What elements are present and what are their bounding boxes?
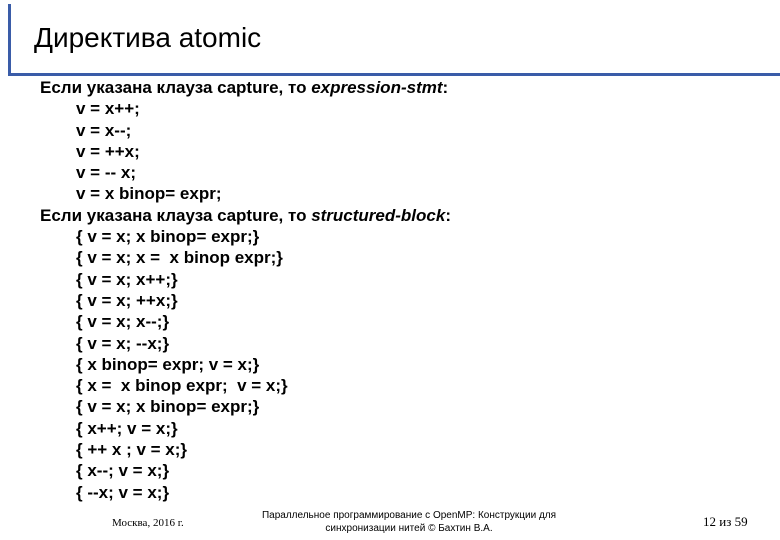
list-item: { v = x; x++;} — [76, 269, 178, 289]
intro-colon: : — [445, 205, 451, 225]
list-item: { v = x; x binop= expr;} — [76, 397, 260, 417]
list-item: v = ++x; — [76, 141, 140, 161]
list-item: { ++ x ; v = x;} — [76, 440, 188, 460]
list-item: v = -- x; — [76, 163, 136, 183]
list-item: v = x++; — [76, 99, 140, 119]
intro-text: Если указана клауза capture, то — [40, 78, 312, 97]
slide-body — [40, 77, 451, 503]
footer-course — [248, 509, 570, 535]
list-item: { v = x; x--;} — [76, 312, 170, 332]
list-item: { x++; v = x;} — [76, 418, 178, 438]
list-item: v = x--; — [76, 120, 132, 140]
list-item: { --x; v = x;} — [76, 482, 170, 502]
list-item: { v = x; x = x binop expr;} — [76, 248, 283, 268]
page-number: 12 из 59 — [703, 514, 748, 529]
list-item: { x binop= expr; v = x;} — [76, 354, 260, 374]
list-item: { v = x; ++x;} — [76, 290, 178, 310]
intro-term: expression-stmt — [311, 78, 443, 97]
footer-course-line1: Параллельное программирование с OpenMP: Конструкции для — [261, 510, 557, 521]
list-item: v = x binop= expr; — [76, 184, 222, 204]
list-item: { v = x; x binop= expr;} — [76, 227, 260, 247]
intro-structured-block — [40, 205, 451, 226]
slide-title: Директива atomic — [34, 22, 262, 53]
intro-expression-stmt — [40, 77, 451, 98]
footer-course-line2: синхронизации нитей © Бахтин В.А. — [325, 523, 493, 534]
title-underline — [8, 73, 780, 76]
list-item: { x--; v = x;} — [76, 461, 170, 481]
footer-location-date: Москва, 2016 г. — [112, 517, 184, 529]
intro-text: Если указана клауза capture, то — [40, 205, 312, 225]
list-item: { v = x; --x;} — [76, 333, 170, 353]
intro-term: structured-block — [311, 205, 446, 225]
frame-left-border — [8, 4, 11, 76]
intro-colon: : — [442, 78, 449, 97]
list-item: { x = x binop expr; v = x;} — [76, 376, 288, 396]
